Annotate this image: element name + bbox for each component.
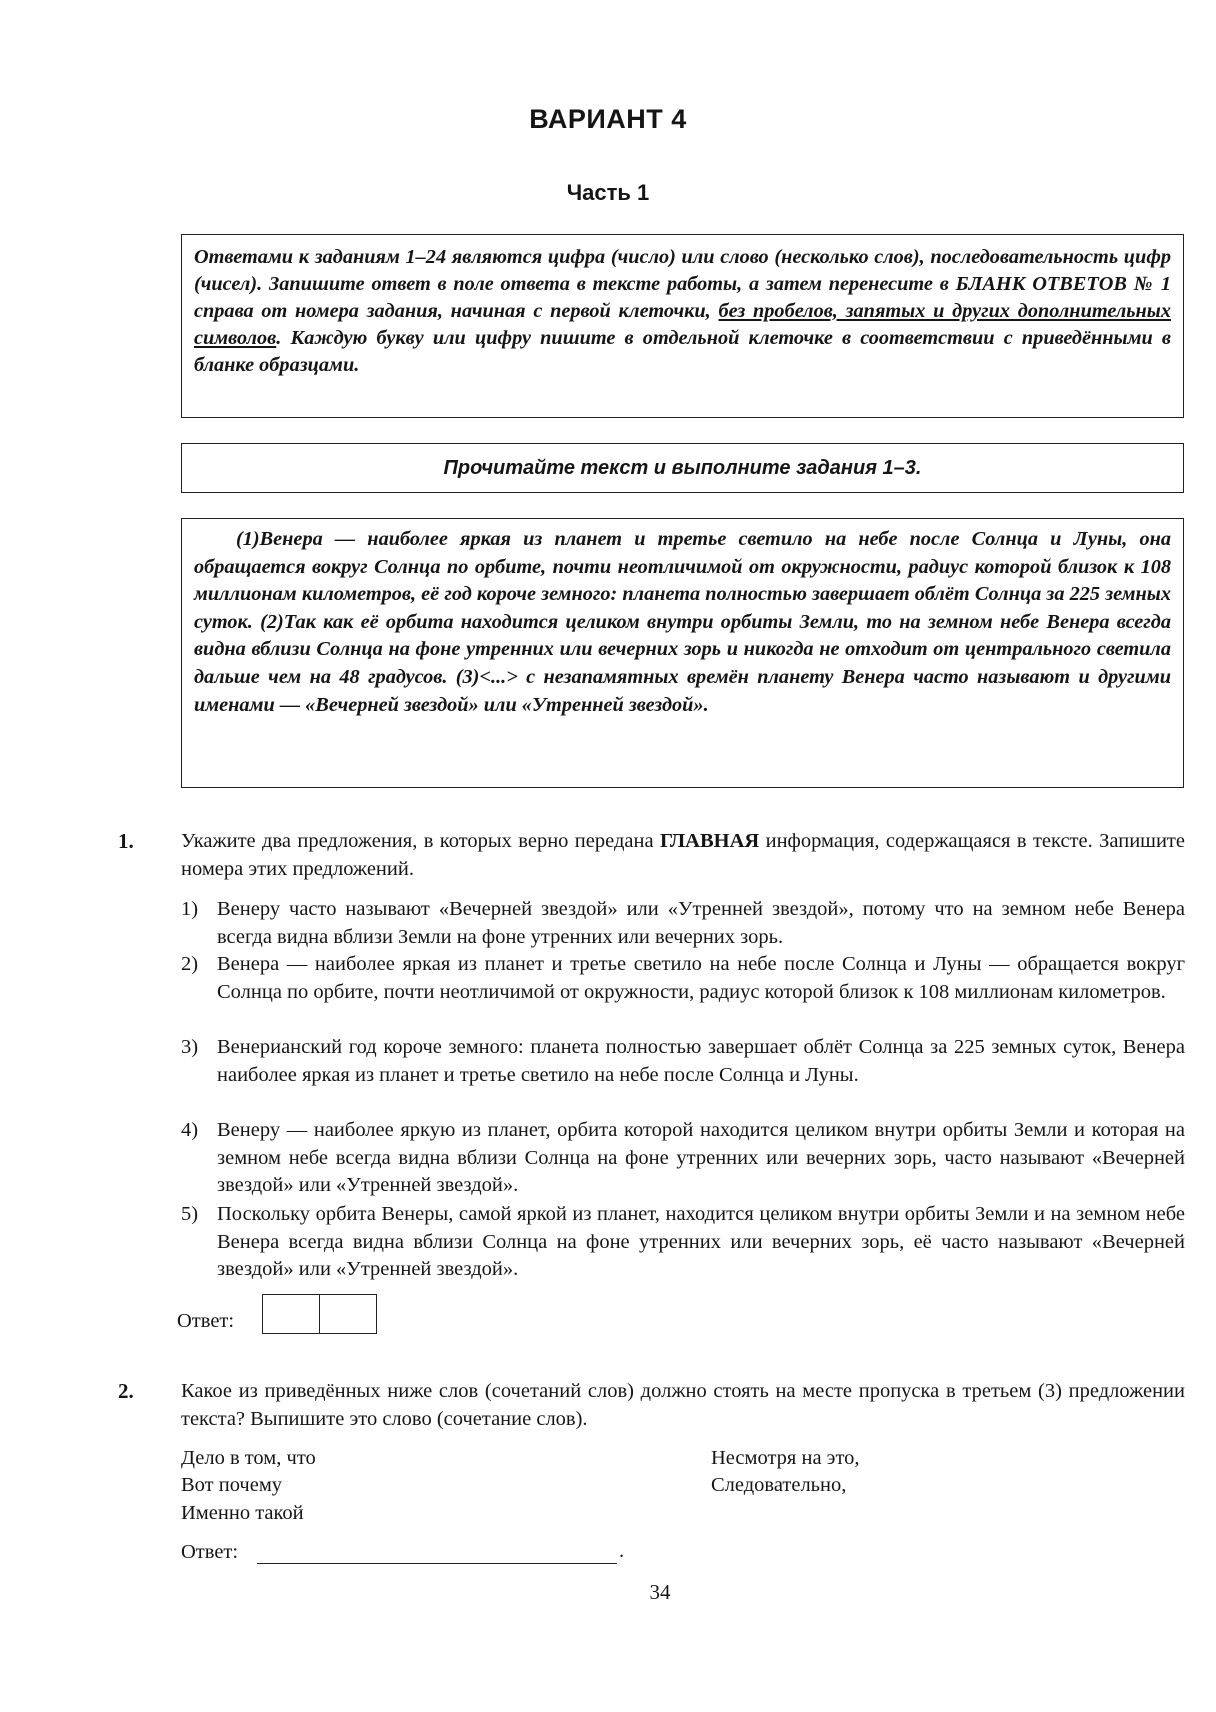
option-number: 3): [181, 1036, 199, 1058]
option-text: Венера — наиболее яркая из планет и третье светило на небе после Солнца и Луны — обращается вокруг Солнца по орбите, почти неотличимой от окружности, радиус которой близок к 108 миллионам километров.: [217, 953, 1185, 1003]
option-text: Венеру часто называют «Вечерней звездой» или «Утренней звездой», потому что на земном небе Венера всегда видна вблизи Земли на фоне утренних или вечерних зорь.: [217, 898, 1185, 948]
reading-text-box: [181, 518, 1184, 788]
instructions-part-1: Ответами к заданиям 1–24 являются цифра (число) или слово (несколько слов), последовательность цифр (чисел). Запишите ответ в поле ответа в тексте работы, а затем перенесите в БЛАНК ОТВЕТОВ № 1 справа от номера задания, начиная с первой клеточки,: [194, 246, 1171, 322]
option-text: Венерианский год короче земного: планета полностью завершает облёт Солнца за 225 земных суток, Венера наиболее яркая из планет и третье светило на небе после Солнца и Луны.: [217, 1036, 1185, 1086]
option-3: [181, 1034, 1185, 1089]
option-number: 5): [181, 1203, 199, 1225]
question-1-answer-label: Ответ:: [177, 1310, 235, 1332]
option-number: 4): [181, 1119, 199, 1141]
task-header: Прочитайте текст и выполните задания 1–3.: [443, 456, 922, 479]
variant-title: ВАРИАНТ 4: [529, 104, 687, 134]
instructions-underlined: без пробелов, запятых и других дополнительных символов: [194, 300, 1171, 349]
question-1-text: [181, 828, 1185, 883]
page-number: 34: [649, 1580, 671, 1604]
instructions-box: [181, 234, 1184, 418]
instructions-part-2: . Каждую букву или цифру пишите в отдельной клеточке в соответствии с приведёнными в бланке образцами.: [194, 327, 1171, 376]
word-option: Несмотря на это,: [711, 1447, 860, 1469]
option-number: 1): [181, 898, 199, 920]
option-5: [181, 1201, 1185, 1284]
instructions-text: [194, 244, 1171, 379]
option-text: Поскольку орбита Венеры, самой яркой из планет, находится целиком внутри орбиты Земли и на земном небе Венера всегда видна вблизи Солнца на фоне утренних или вечерних зорь, её часто называют «Вечерней звездой» или «Утренней звездой».: [217, 1203, 1185, 1280]
answer-line-end: .: [619, 1540, 625, 1562]
question-1-text-bold: ГЛАВНАЯ: [659, 830, 760, 852]
question-1-text-b: информация, содержащаяся в тексте. Запишите номера этих предложений.: [181, 830, 1185, 880]
question-1-answer-cells[interactable]: [262, 1294, 377, 1334]
answer-cell[interactable]: [319, 1294, 377, 1334]
option-text: Венеру — наиболее яркую из планет, орбита которой находится целиком внутри орбиты Земли и которая на земном небе всегда видна вблизи Солнца на фоне утренних или вечерних зорь, часто называют «Вечерней звездой» или «Утренней звездой».: [217, 1119, 1185, 1196]
question-2-number: 2.: [118, 1379, 134, 1403]
word-option: Следовательно,: [711, 1474, 847, 1496]
question-2-answer-line[interactable]: [257, 1562, 617, 1564]
question-2-answer-label: Ответ:: [181, 1541, 239, 1563]
answer-cell[interactable]: [262, 1294, 320, 1334]
question-1-text-a: Укажите два предложения, в которых верно передана: [181, 830, 660, 852]
question-1-number: 1.: [118, 829, 134, 853]
part-title: Часть 1: [566, 180, 650, 205]
word-option: Именно такой: [181, 1502, 304, 1524]
option-number: 2): [181, 953, 199, 975]
word-option: Вот почему: [181, 1474, 283, 1496]
option-1: [181, 896, 1185, 951]
option-4: [181, 1117, 1185, 1200]
question-2-text: Какое из приведённых ниже слов (сочетаний слов) должно стоять на месте пропуска в третьем (3) предложении текста? Выпишите это слово (сочетание слов).: [181, 1380, 1185, 1430]
reading-text: (1)Венера — наиболее яркая из планет и третье светило на небе после Солнца и Луны, она обращается вокруг Солнца по орбите, почти неотличимой от окружности, радиус которой близок к 108 миллионам километров, её год короче земного: планета полностью завершает облёт Солнца за 225 земных суток. (2)Так как её орбита находится целиком внутри орбиты Земли, то на земном небе Венера всегда видна вблизи Солнца на фоне утренних или вечерних зорь и никогда не отходит от центрального светила дальше чем на 48 градусов. (3)<...> с незапамятных времён планету Венера часто называют и другими именами — «Вечерней звездой» или «Утренней звездой».: [194, 528, 1171, 716]
task-header-box: [181, 443, 1184, 493]
option-2: [181, 951, 1185, 1006]
word-option: Дело в том, что: [181, 1447, 316, 1469]
